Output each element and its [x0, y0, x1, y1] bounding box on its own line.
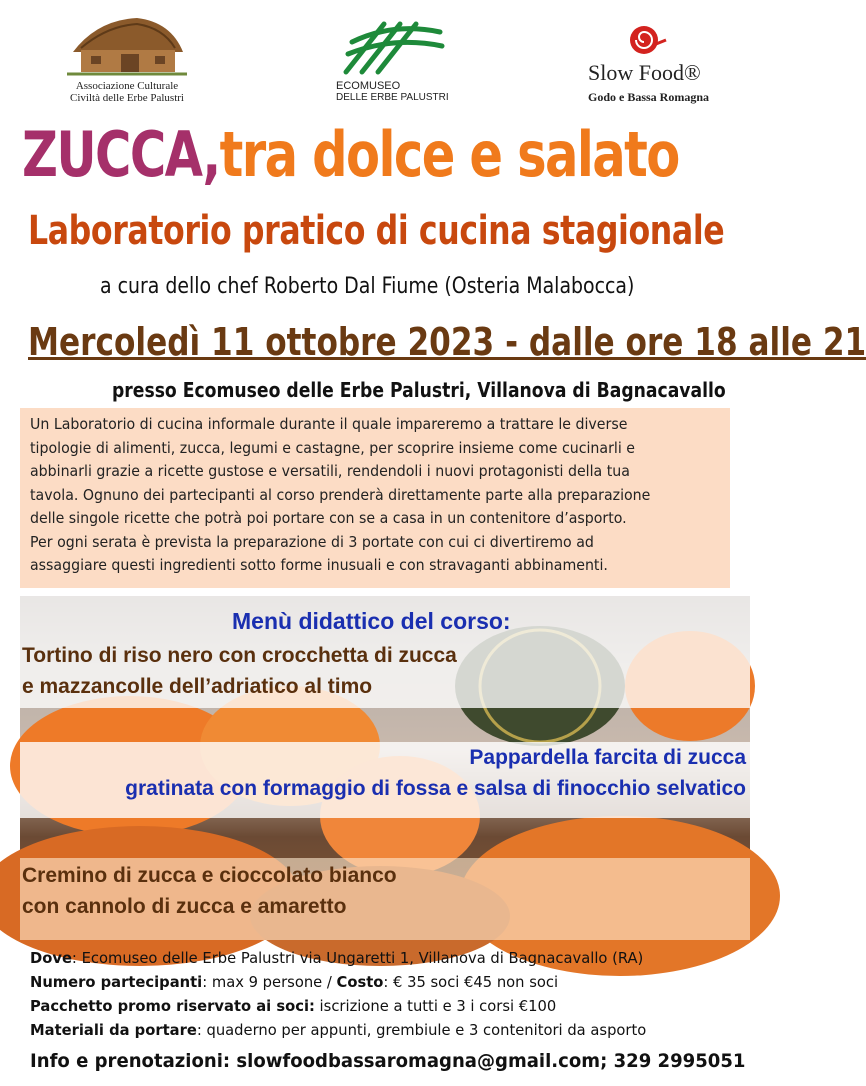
description-line: assaggiare questi ingredienti sotto forme inusuali e con stravaganti abbinamenti. — [30, 556, 608, 574]
description-line: delle singole ricette che potrà poi portare con se a casa in un contenitore d’asporto. — [30, 509, 627, 527]
description-box — [20, 408, 730, 588]
slowfood-logo — [580, 22, 730, 112]
dish-1-line1: Tortino di riso nero con crocchetta di zucca — [22, 644, 457, 667]
info-promo — [30, 994, 646, 1018]
title-part1: ZUCCA, — [22, 118, 220, 191]
info-promo-value: iscrizione a tutti e 3 i corsi €100 — [314, 997, 557, 1015]
straw-hut-icon — [67, 14, 187, 76]
dish-2-line2: gratinata con formaggio di fossa e salsa di finocchio selvatico — [125, 777, 746, 800]
ecomuseo-subname: DELLE ERBE PALUSTRI — [336, 92, 449, 103]
description-line: abbinarli grazie a ricette gustose e versatili, rendendoli i nuovi protagonisti della tua — [30, 462, 630, 480]
description-line: tavola. Ognuno dei partecipanti al corso prenderà direttamente parte alla preparazione — [30, 485, 651, 504]
event-venue: presso Ecomuseo delle Erbe Palustri, Villanova di Bagnacavallo — [112, 378, 726, 402]
page-subtitle: Laboratorio pratico di cucina stagionale — [28, 208, 725, 254]
woven-reeds-icon — [338, 18, 448, 76]
info-cost-value: : € 35 soci €45 non soci — [383, 973, 559, 991]
dish-3 — [22, 860, 397, 922]
info-participants-label: Numero partecipanti — [30, 973, 203, 991]
ecomuseo-name: ECOMUSEO — [336, 80, 401, 92]
info-where-value: : Ecomuseo delle Erbe Palustri via Ungaretti 1, Villanova di Bagnacavallo (RA) — [71, 949, 644, 967]
dish-2-line1: Pappardella farcita di zucca — [469, 746, 746, 769]
slowfood-name: Slow Food® — [588, 60, 701, 85]
slowfood-chapter: Godo e Bassa Romagna — [588, 90, 710, 104]
dish-1-line2: e mazzancolle dell’adriatico al timo — [22, 675, 373, 698]
info-cost-label: Costo — [336, 973, 384, 991]
dish-2 — [60, 742, 746, 804]
info-promo-label: Pacchetto promo riservato ai soci: — [30, 997, 315, 1015]
dish-3-line1: Cremino di zucca e cioccolato bianco — [22, 864, 397, 887]
info-materials-label: Materiali da portare — [30, 1021, 197, 1039]
association-name-line1: Associazione Culturale — [75, 80, 179, 92]
page-title — [22, 118, 679, 191]
menu-title: Menù didattico del corso: — [232, 608, 511, 634]
description-line: Un Laboratorio di cucina informale durante il quale impareremo a trattare le diverse — [30, 415, 628, 433]
dish-3-line2: con cannolo di zucca e amaretto — [22, 895, 347, 918]
association-logo — [62, 14, 192, 106]
info-where-label: Dove — [30, 949, 72, 967]
info-where — [30, 946, 646, 970]
info-participants — [30, 970, 646, 994]
association-name-line2: Civiltà delle Erbe Palustri — [70, 92, 184, 104]
contact-info: Info e prenotazioni: slowfoodbassaromagna@gmail.com; 329 2995051 — [30, 1050, 746, 1072]
event-date: Mercoledì 11 ottobre 2023 - dalle ore 18 alle 21 — [28, 320, 866, 364]
title-part2: tra dolce e salato — [219, 118, 679, 191]
description-line: Per ogni serata è prevista la preparazione di 3 portate con cui ci divertiremo ad — [30, 532, 594, 551]
ecomuseo-logo — [330, 18, 480, 110]
event-info — [30, 946, 646, 1042]
curator-line: a cura dello chef Roberto Dal Fiume (Osteria Malabocca) — [100, 274, 635, 299]
dish-1 — [22, 640, 457, 702]
info-participants-value: : max 9 persone / — [202, 973, 337, 991]
info-materials-value: : quaderno per appunti, grembiule e 3 contenitori da asporto — [196, 1021, 647, 1039]
snail-icon — [624, 22, 668, 58]
description-line: tipologie di alimenti, zucca, legumi e castagne, per scoprire insieme come cucinarli e — [30, 438, 635, 457]
info-materials — [30, 1018, 646, 1042]
